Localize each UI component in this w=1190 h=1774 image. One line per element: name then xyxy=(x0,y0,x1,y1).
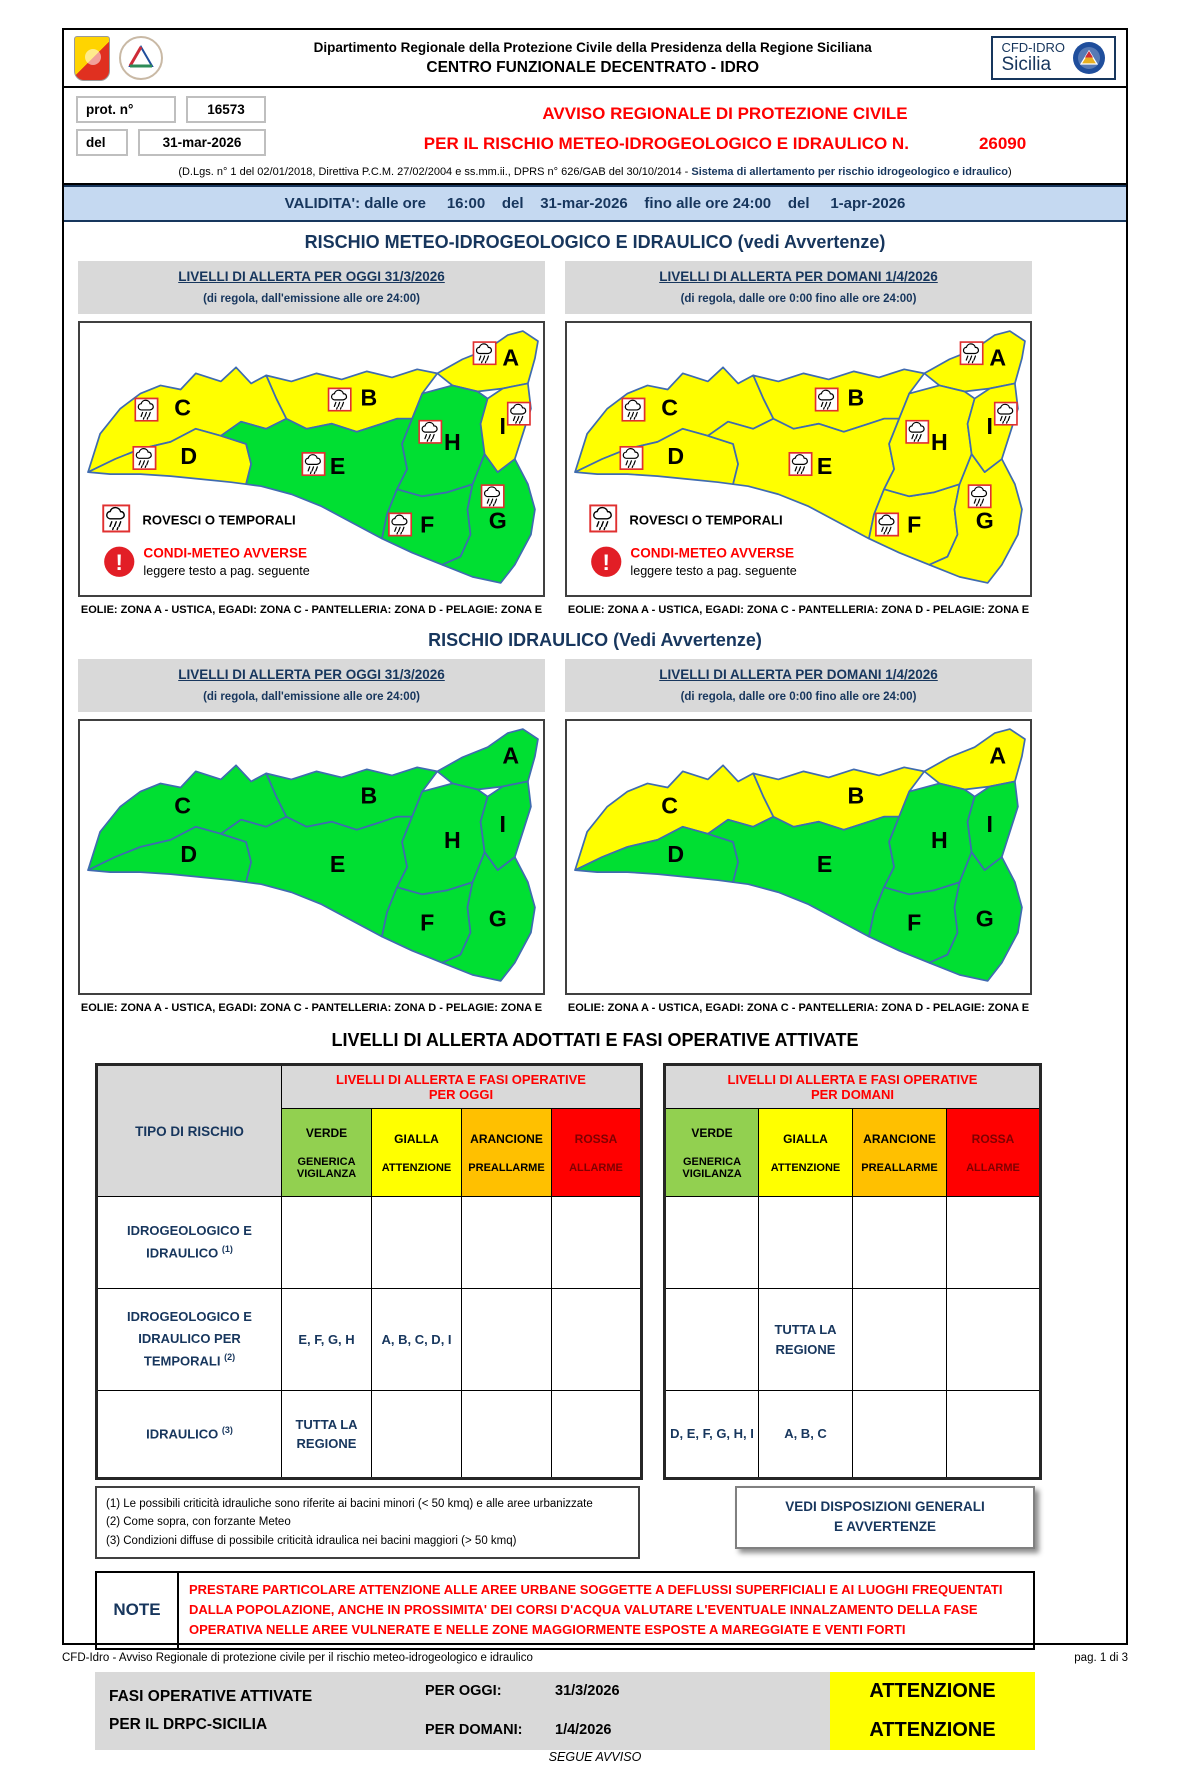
zone-E xyxy=(221,817,412,937)
alert-map-meteo-tomorrow xyxy=(565,321,1032,597)
today-levels-title: LIVELLI DI ALLERTA PER OGGI 31/3/2026 xyxy=(178,269,445,284)
rain-icon xyxy=(473,342,495,364)
avviso-title: AVVISO REGIONALE DI PROTEZIONE CIVILE xyxy=(542,104,908,123)
note-label: NOTE xyxy=(97,1573,179,1647)
level-arancione-header: ARANCIONE PREALLARME xyxy=(853,1109,947,1197)
level-rossa-header: ROSSA ALLARME xyxy=(552,1109,642,1197)
zone-label-I: I xyxy=(986,810,993,837)
svg-text:leggere testo a pag. seguente: leggere testo a pag. seguente xyxy=(630,563,797,578)
zone-label-H: H xyxy=(444,428,461,455)
prot-number: 16573 xyxy=(186,96,266,123)
alert-map-meteo-today xyxy=(78,321,545,597)
svg-text:!: ! xyxy=(602,549,610,575)
level-arancione-header: ARANCIONE PREALLARME xyxy=(462,1109,552,1197)
zone-label-A: A xyxy=(502,344,520,371)
alert-table-title: LIVELLI DI ALLERTA ADOTTATI E FASI OPERATIVE ATTIVATE xyxy=(331,1030,859,1050)
zone-label-D: D xyxy=(667,443,685,470)
page-footer xyxy=(62,1652,1128,1664)
document-header xyxy=(64,30,1126,88)
table-row: TUTTA LA REGIONE xyxy=(665,1289,1041,1391)
alert-map-idraulico-tomorrow xyxy=(565,719,1032,995)
zone-label-F: F xyxy=(907,909,922,936)
level-rossa-header: ROSSA ALLARME xyxy=(947,1109,1041,1197)
note-box xyxy=(95,1571,1035,1649)
zone-label-F: F xyxy=(420,511,435,538)
zone-label-E: E xyxy=(816,851,833,878)
fasi-phase-badges xyxy=(830,1672,1035,1750)
today-levels-subtitle: (di regola, dall'emissione alle ore 24:00) xyxy=(203,691,420,703)
rain-icon xyxy=(329,388,351,410)
zone-label-C: C xyxy=(174,792,192,819)
rain-icon xyxy=(419,421,441,443)
zone-label-C: C xyxy=(661,394,679,421)
rain-icon xyxy=(590,505,616,531)
per-oggi-label: PER OGGI: xyxy=(425,1683,502,1700)
validity-bar: VALIDITA': dalle ore 16:00 del 31-mar-2026 fino alle ore 24:00 del 1-apr-2026 xyxy=(64,185,1126,222)
meteo-tomorrow-panel xyxy=(565,261,1032,620)
zone-label-H: H xyxy=(931,428,948,455)
per-oggi-date: 31/3/2026 xyxy=(555,1683,620,1700)
rain-icon xyxy=(482,485,504,507)
islands-caption: EOLIE: ZONA A - USTICA, EGADI: ZONA C - PANTELLERIA: ZONA D - PELAGIE: ZONA E xyxy=(567,1002,1030,1014)
avviso-number: 26090 xyxy=(978,134,1027,153)
sicilia-crest-logo xyxy=(74,36,110,81)
idraulico-panels xyxy=(64,659,1126,1018)
zone-A xyxy=(437,729,538,789)
protezione-civile-logo xyxy=(118,35,164,81)
zone-label-G: G xyxy=(488,905,507,932)
meteo-today-panel xyxy=(78,261,545,620)
level-gialla-header: GIALLA ATTENZIONE xyxy=(759,1109,853,1197)
rain-icon xyxy=(622,398,644,420)
zone-label-I: I xyxy=(499,810,506,837)
svg-text:ROVESCI O TEMPORALI: ROVESCI O TEMPORALI xyxy=(142,512,296,528)
tomorrow-levels-subtitle: (di regola, dalle ore 0:00 fino alle ore 24:00) xyxy=(680,691,917,703)
zone-label-H: H xyxy=(444,826,461,853)
footer-doc-title: CFD-Idro - Avviso Regionale di protezione civile per il rischio meteo-idrogeologico e idraulico xyxy=(62,1652,533,1664)
rain-icon xyxy=(789,453,811,475)
rain-icon xyxy=(133,447,155,469)
svg-text:ROVESCI O TEMPORALI: ROVESCI O TEMPORALI xyxy=(629,512,783,528)
group-header-tomorrow: LIVELLI DI ALLERTA E FASI OPERATIVE PER DOMANI xyxy=(665,1065,1041,1109)
vedi-disposizioni-box: VEDI DISPOSIZIONI GENERALI E AVVERTENZE xyxy=(735,1486,1035,1549)
zone-label-A: A xyxy=(989,344,1007,371)
segue-avviso: SEGUE AVVISO xyxy=(548,1749,642,1764)
per-domani-date: 1/4/2026 xyxy=(555,1722,612,1739)
rain-icon xyxy=(816,388,838,410)
department-title: Dipartimento Regionale della Protezione Civile della Presidenza della Regione Siciliana xyxy=(313,39,872,55)
legal-reference: (D.Lgs. n° 1 del 02/01/2018, Direttiva P.C.M. 27/02/2004 e ss.mm.ii., DPRS n° 626/GAB del 30/10/2014 - Sistema di allertamento per rischio idrogeologico e idraulico) xyxy=(64,164,1126,185)
zone-label-G: G xyxy=(975,507,994,534)
zone-label-C: C xyxy=(174,394,192,421)
alert-table-today xyxy=(95,1063,643,1480)
rain-icon xyxy=(103,505,129,531)
alert-tables xyxy=(64,1063,1126,1480)
footer-page-number: pag. 1 di 3 xyxy=(1074,1652,1128,1664)
prot-label: prot. n° xyxy=(76,96,176,123)
svg-text:!: ! xyxy=(115,549,123,575)
per-domani-label: PER DOMANI: xyxy=(425,1722,523,1739)
rain-icon xyxy=(995,402,1017,424)
zone-label-H: H xyxy=(931,826,948,853)
phase-tomorrow-badge: ATTENZIONE xyxy=(869,1718,996,1741)
rain-icon xyxy=(620,447,642,469)
risk-type-header: TIPO DI RISCHIO xyxy=(97,1065,282,1197)
fasi-label: FASI OPERATIVE ATTIVATE PER IL DRPC-SICILIA xyxy=(109,1687,313,1733)
zone-label-B: B xyxy=(847,782,865,809)
level-verde-header: VERDE GENERICA VIGILANZA xyxy=(665,1109,759,1197)
protocol-section xyxy=(64,88,1126,164)
svg-text:CONDI-METEO AVVERSE: CONDI-METEO AVVERSE xyxy=(143,545,308,561)
cfd-sicilia-label: Sicilia xyxy=(1001,53,1052,75)
zone-label-G: G xyxy=(975,905,994,932)
fasi-operative-section xyxy=(95,1672,1035,1750)
islands-caption: EOLIE: ZONA A - USTICA, EGADI: ZONA C - PANTELLERIA: ZONA D - PELAGIE: ZONA E xyxy=(80,1002,543,1014)
section-title-meteo: RISCHIO METEO-IDROGEOLOGICO E IDRAULICO (vedi Avvertenze) xyxy=(304,232,886,252)
zone-label-B: B xyxy=(360,782,378,809)
cfd-idro-logo xyxy=(991,36,1116,80)
table-row: D, E, F, G, H, I A, B, C xyxy=(665,1391,1041,1479)
section-title-idraulico: RISCHIO IDRAULICO (Vedi Avvertenze) xyxy=(428,630,762,650)
today-levels-subtitle: (di regola, dall'emissione alle ore 24:00) xyxy=(203,293,420,305)
rain-icon xyxy=(906,421,928,443)
svg-text:leggere testo a pag. seguente: leggere testo a pag. seguente xyxy=(143,563,310,578)
zone-label-A: A xyxy=(502,742,520,769)
today-levels-title: LIVELLI DI ALLERTA PER OGGI 31/3/2026 xyxy=(178,667,445,682)
level-gialla-header: GIALLA ATTENZIONE xyxy=(372,1109,462,1197)
group-header-today: LIVELLI DI ALLERTA E FASI OPERATIVE PER OGGI xyxy=(282,1065,642,1109)
zone-label-E: E xyxy=(816,453,833,480)
meteo-panels xyxy=(64,261,1126,620)
svg-text:CONDI-METEO AVVERSE: CONDI-METEO AVVERSE xyxy=(630,545,795,561)
zone-label-E: E xyxy=(329,453,346,480)
zone-label-D: D xyxy=(667,841,685,868)
table-row: IDRAULICO $^{(3)}$ TUTTA LA REGIONE xyxy=(97,1391,642,1479)
rain-icon xyxy=(960,342,982,364)
zone-label-I: I xyxy=(986,412,993,439)
tomorrow-levels-title: LIVELLI DI ALLERTA PER DOMANI 1/4/2026 xyxy=(659,667,938,682)
zone-label-G: G xyxy=(488,507,507,534)
islands-caption: EOLIE: ZONA A - USTICA, EGADI: ZONA C - PANTELLERIA: ZONA D - PELAGIE: ZONA E xyxy=(567,604,1030,616)
zone-label-D: D xyxy=(180,443,198,470)
table-footnotes: (1) Le possibili criticità idrauliche sono riferite ai bacini minori (< 50 kmq) e alle aree urbanizzate (2) Come sopra, con forzante Meteo (3) Condizioni diffuse di possibile criticità idraulica nei bacini maggiori (> 50 kmq) xyxy=(95,1486,640,1559)
zone-label-F: F xyxy=(907,511,922,538)
zone-label-E: E xyxy=(329,851,346,878)
level-verde-header: VERDE GENERICA VIGILANZA xyxy=(282,1109,372,1197)
avviso-subtitle: PER IL RISCHIO METEO-IDROGEOLOGICO E IDRAULICO N. xyxy=(423,134,909,153)
note-text: PRESTARE PARTICOLARE ATTENZIONE ALLE AREE URBANE SOGGETTE A DEFLUSSI SUPERFICIALI E AI LUOGHI FREQUENTATI DALLA POPOLAZIONE, ANCHE IN PROSSIMITA' DEI CORSI D'ACQUA VALUTARE L'EVENTUALE INNALZAMENTO DELLA FASE OPERATIVA NELLE AREE VULNERATE E NELLE ZONE MAGGIORMENTE ESPOSTE A MAREGGIATE E VENTI FORTI xyxy=(189,1582,1003,1638)
rain-icon xyxy=(508,402,530,424)
table-row xyxy=(665,1197,1041,1289)
idraulico-tomorrow-panel xyxy=(565,659,1032,1018)
tomorrow-levels-subtitle: (di regola, dalle ore 0:00 fino alle ore 24:00) xyxy=(680,293,917,305)
zone-label-C: C xyxy=(661,792,679,819)
tomorrow-levels-title: LIVELLI DI ALLERTA PER DOMANI 1/4/2026 xyxy=(659,269,938,284)
zone-label-A: A xyxy=(989,742,1007,769)
zone-label-D: D xyxy=(180,841,198,868)
table-row: IDROGEOLOGICO E IDRAULICO PER TEMPORALI $^{(2)}$ E, F, G, H A, B, C, D, I xyxy=(97,1289,642,1391)
idraulico-today-panel xyxy=(78,659,545,1018)
islands-caption: EOLIE: ZONA A - USTICA, EGADI: ZONA C - PANTELLERIA: ZONA D - PELAGIE: ZONA E xyxy=(80,604,543,616)
zone-label-B: B xyxy=(847,384,865,411)
table-row: IDROGEOLOGICO E IDRAULICO $^{(1)}$ xyxy=(97,1197,642,1289)
rain-icon xyxy=(389,513,411,535)
phase-today-badge: ATTENZIONE xyxy=(869,1679,996,1702)
rain-icon xyxy=(302,453,324,475)
zone-A xyxy=(924,729,1025,789)
zone-E xyxy=(708,817,899,937)
zone-label-I: I xyxy=(499,412,506,439)
cfd-idro-label: CFD-IDRO xyxy=(1001,40,1065,56)
zone-label-F: F xyxy=(420,909,435,936)
centro-funzionale-title: CENTRO FUNZIONALE DECENTRATO - IDRO xyxy=(426,58,760,76)
del-label: del xyxy=(76,129,128,156)
rain-icon xyxy=(135,398,157,420)
alert-table-tomorrow xyxy=(663,1063,1042,1480)
prot-date: 31-mar-2026 xyxy=(138,129,266,156)
rain-icon xyxy=(876,513,898,535)
zone-label-B: B xyxy=(360,384,378,411)
cfd-emblem-icon xyxy=(1072,41,1106,75)
alert-map-idraulico-today xyxy=(78,719,545,995)
rain-icon xyxy=(969,485,991,507)
